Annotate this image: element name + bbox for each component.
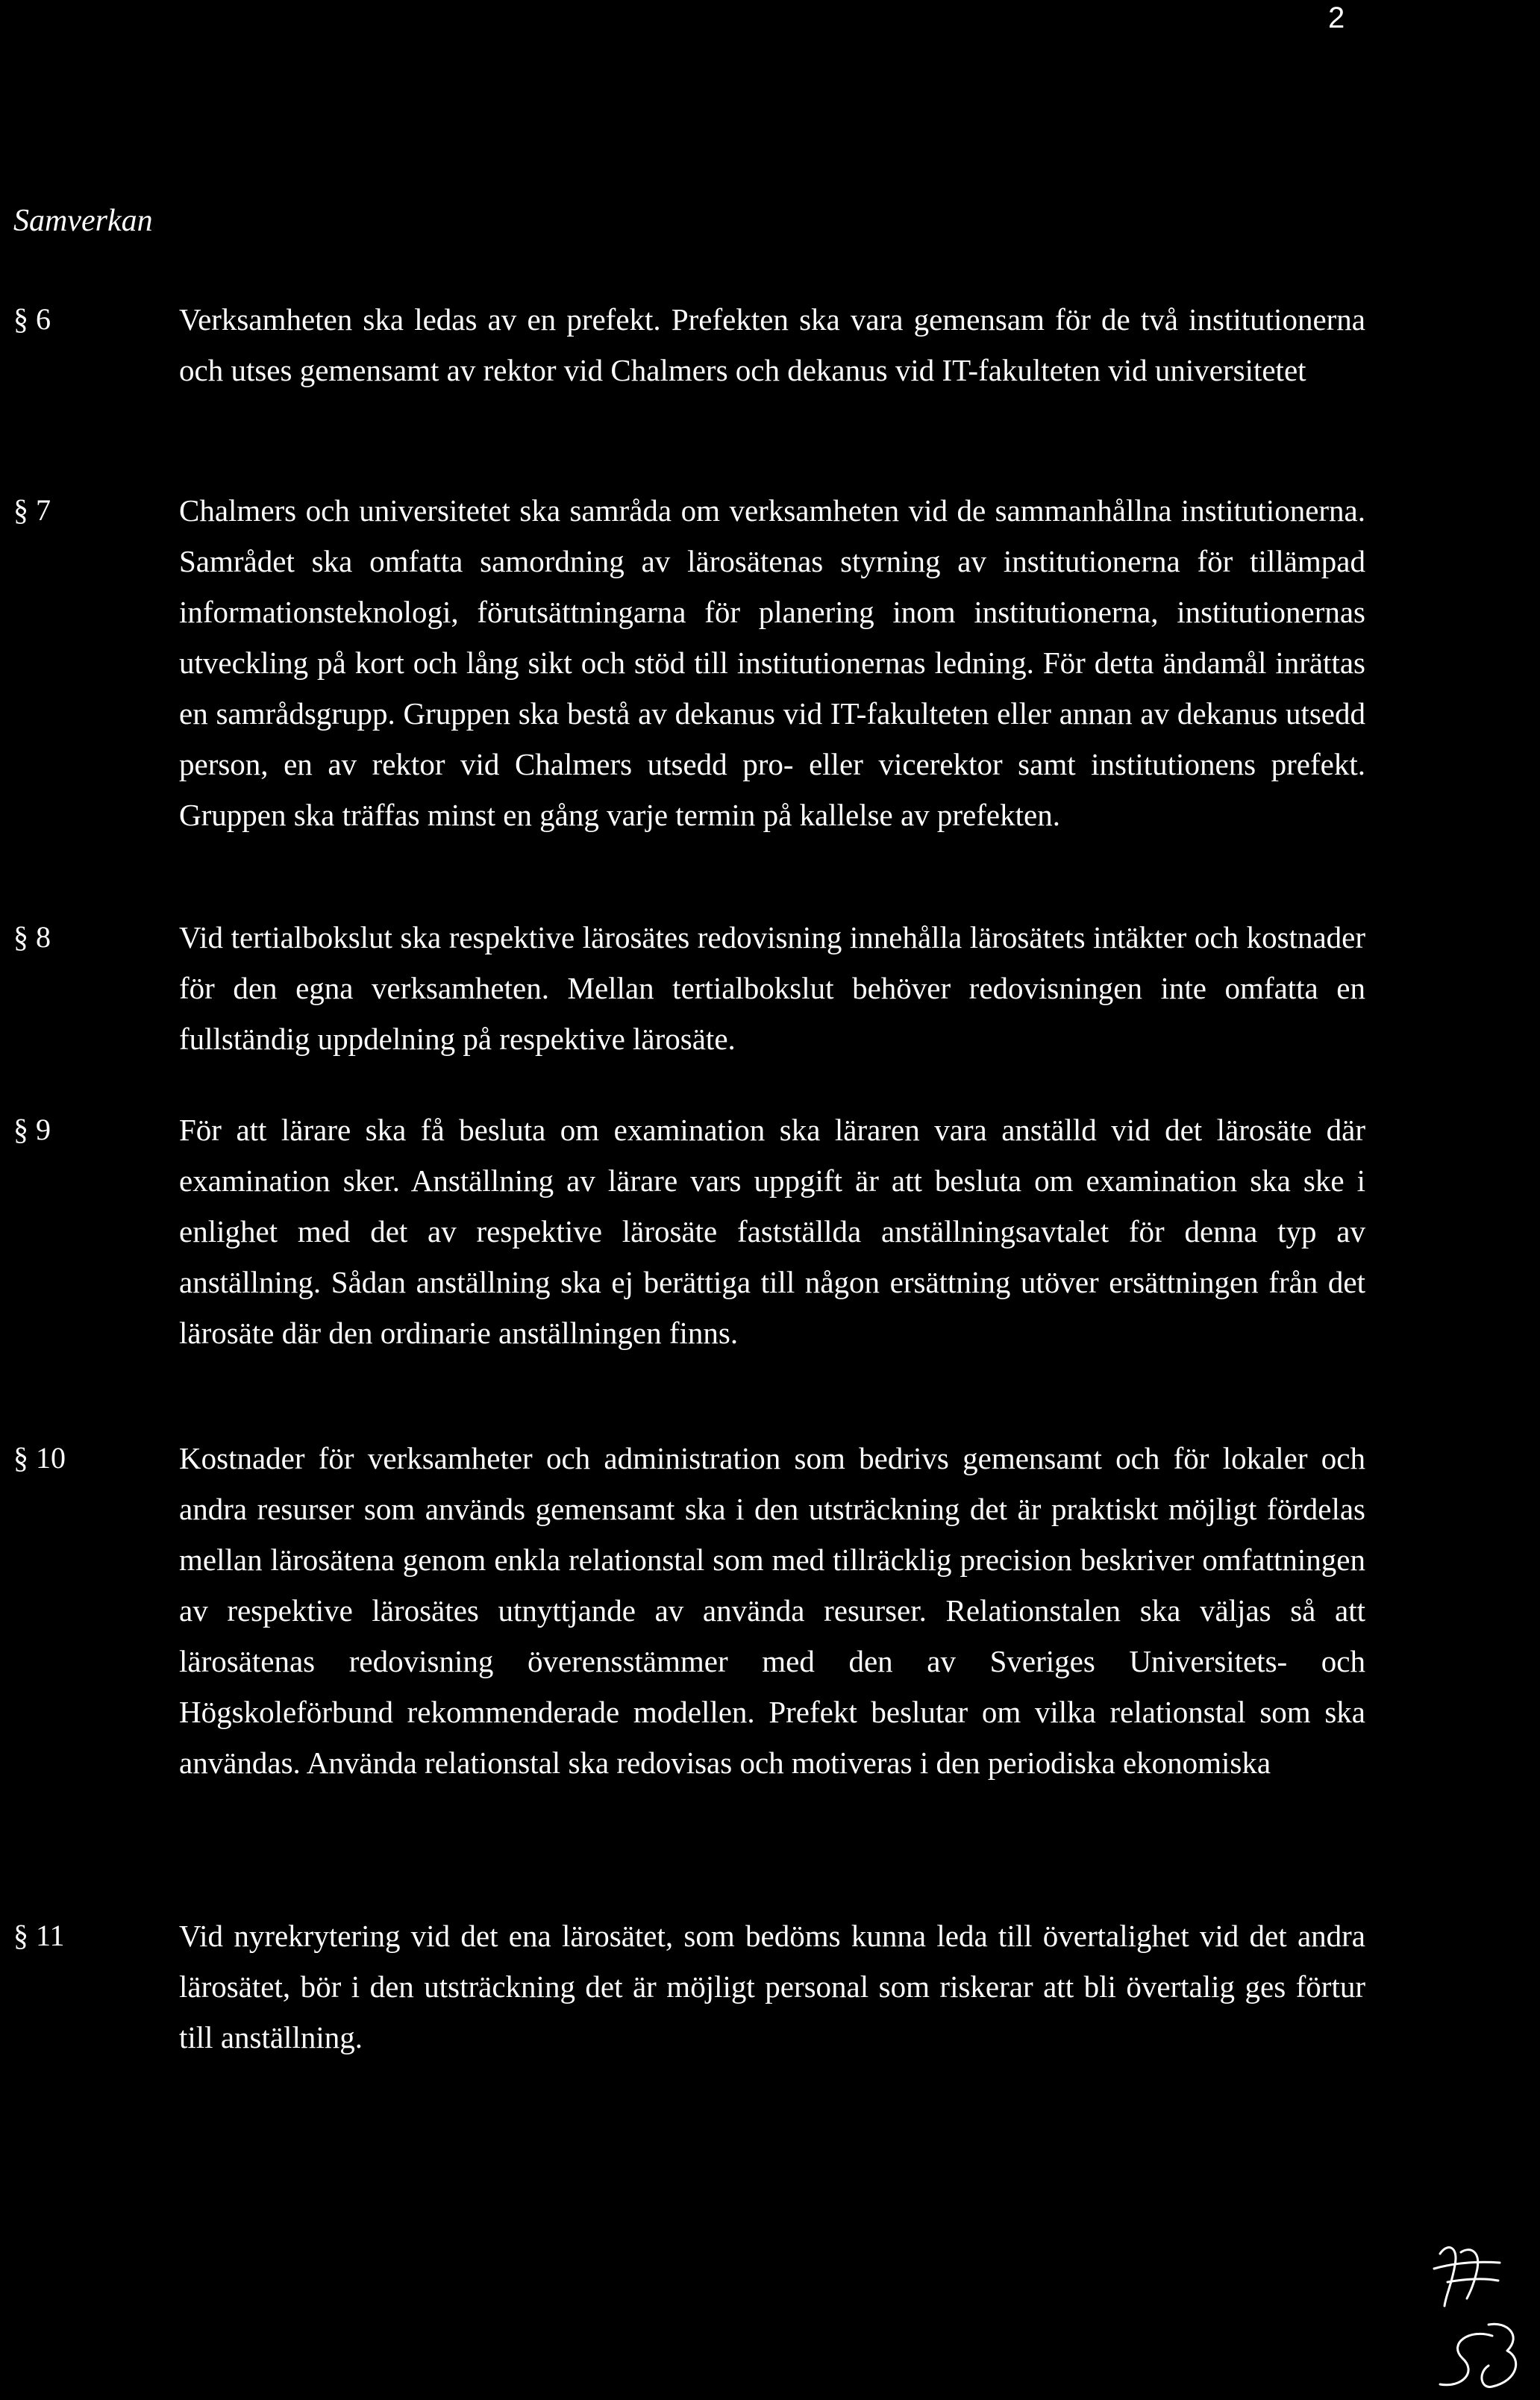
paragraph-number: § 7 — [13, 493, 51, 527]
section-heading: Samverkan — [13, 204, 153, 238]
paragraph-number: § 6 — [13, 302, 51, 336]
paragraph-text: Vid nyrekrytering vid det ena lärosätet, som bedöms kunna leda till övertalighet vid det andra lärosätet, bör i den utsträckning det är möjligt personal som riskerar att bli övertalig ges förtur till anställning. — [179, 1919, 1365, 2054]
paragraph-text: Vid tertialbokslut ska respektive lärosätes redovisning innehålla lärosätets intäkter och kostnader för den egna verksamheten. Mellan tertialbokslut behöver redovisningen inte omfatta en fullständig uppdelning på respektive lärosäte. — [179, 920, 1365, 1056]
paragraph-number: § 10 — [13, 1441, 66, 1475]
page-number: 2 — [1328, 1, 1345, 34]
paragraph-number: § 11 — [13, 1919, 65, 1952]
paragraph-text: Chalmers och universitetet ska samråda om verksamheten vid de sammanhållna institutionerna. Samrådet ska omfatta samordning av lärosätenas styrning av institutionerna för tillämpad informationsteknologi, förutsättningarna för planering inom institutionerna, institutionernas utveckling på kort och lång sikt och stöd till institutionernas ledning. För detta ändamål inrättas en samrådsgrupp. Gruppen ska bestå av dekanus vid IT-fakulteten eller annan av dekanus utsedd person, en av rektor vid Chalmers utsedd pro- eller vicerektor samt institutionens prefekt. Gruppen ska träffas minst en gång varje termin på kallelse av prefekten. — [179, 493, 1365, 832]
paragraph-number: § 9 — [13, 1113, 51, 1146]
paragraph-text: För att lärare ska få besluta om examination ska läraren vara anställd vid det lärosäte där examination sker. Anställning av lärare vars uppgift är att besluta om examination ska ske i enlighet med det av respektive lärosäte fastställda anställningsavtalet för denna typ av anställning. Sådan anställning ska ej berättiga till någon ersättning utöver ersättningen från det lärosäte där den ordinarie anställningen finns. — [179, 1113, 1365, 1350]
paragraph-text: Verksamheten ska ledas av en prefekt. Prefekten ska vara gemensam för de två institutionerna och utses gemensamt av rektor vid Chalmers och dekanus vid IT-fakulteten vid universitetet — [179, 302, 1365, 387]
handwritten-initials — [1418, 2224, 1530, 2396]
paragraph-number: § 8 — [13, 920, 51, 954]
paragraph-text: Kostnader för verksamheter och administration som bedrivs gemensamt och för lokaler och andra resurser som används gemensamt ska i den utsträckning det är praktiskt möjligt fördelas mellan lärosätena genom enkla relationstal som med tillräcklig precision beskriver omfattningen av respektive lärosätes utnyttjande av använda resurser. Relationstalen ska väljas så att lärosätenas redovisning överensstämmer med den av Sveriges Universitets- och Högskoleförbund rekommenderade modellen. Prefekt beslutar om vilka relationstal som ska användas. Använda relationstal ska redovisas och motiveras i den periodiska ekonomiska — [179, 1441, 1365, 1780]
